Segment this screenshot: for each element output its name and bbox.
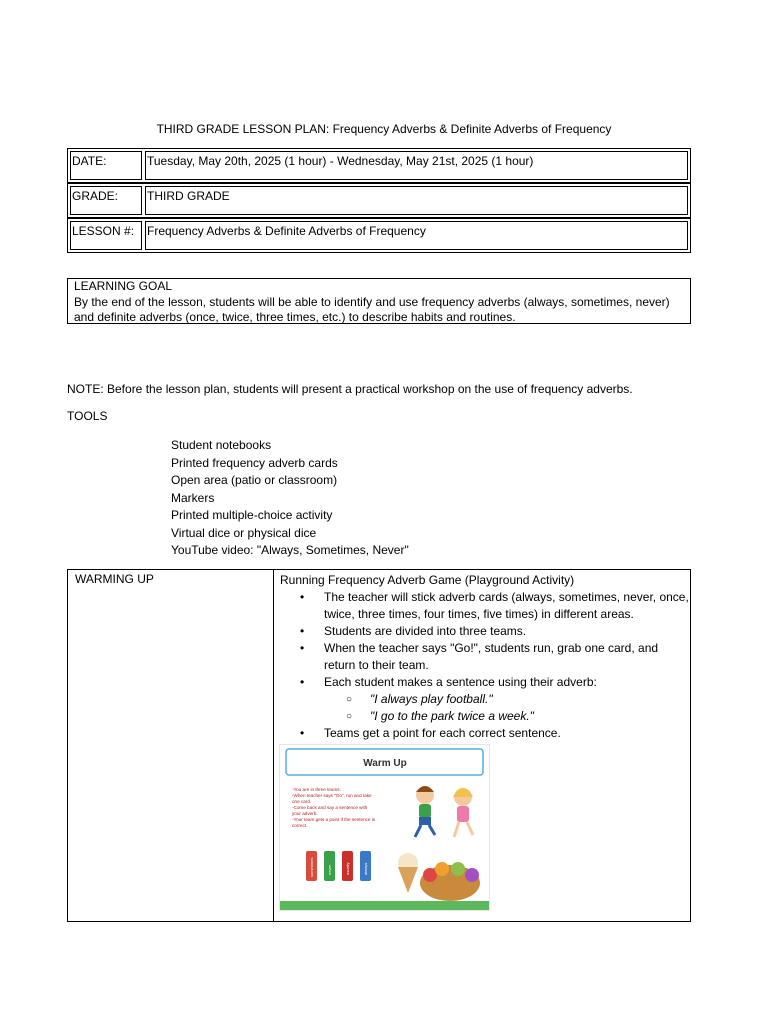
warming-up-content <box>280 572 690 742</box>
grade-row <box>67 183 691 218</box>
tool-item: Virtual dice or physical dice <box>171 525 317 540</box>
lesson-value: Frequency Adverbs & Definite Adverbs of Frequency <box>147 224 426 238</box>
lesson-row <box>67 218 691 253</box>
note-text: NOTE: Before the lesson plan, students will present a practical workshop on the use of frequency adverbs. <box>67 382 633 396</box>
activity-heading: Running Frequency Adverb Game (Playground Activity) <box>280 573 575 587</box>
adverb-card-label: usually <box>345 862 350 875</box>
slide-line: -You are in three teams. <box>292 787 341 792</box>
date-label: DATE: <box>72 154 107 168</box>
date-value: Tuesday, May 20th, 2025 (1 hour) - Wednesday, May 21st, 2025 (1 hour) <box>147 154 534 168</box>
list-item: • The teacher will stick adverb cards (always, sometimes, never, once, twice, three times, four times, five times) in different areas. <box>280 589 690 623</box>
date-row <box>67 148 691 183</box>
tool-item: Markers <box>171 490 215 505</box>
slide-line: one card. <box>292 799 312 804</box>
adverb-card-label: sometimes <box>309 857 314 877</box>
list-item: • Students are divided into three teams. <box>280 623 690 640</box>
tools-list <box>171 437 409 560</box>
example-sentence: ○ "I go to the park twice a week." <box>280 708 690 725</box>
learning-goal-heading: LEARNING GOAL <box>74 279 173 293</box>
grade-value: THIRD GRADE <box>147 189 230 203</box>
grass-strip <box>280 901 489 910</box>
tool-item: YouTube video: "Always, Sometimes, Never" <box>171 543 409 557</box>
slide-line: -Come back and say a sentence with <box>292 805 368 810</box>
slide-line: your adverb. <box>292 811 318 816</box>
example-sentence: ○ "I always play football." <box>280 691 690 708</box>
list-item: • When the teacher says "Go!", students run, grab one card, and return to their team. <box>280 640 690 674</box>
slide-illustration <box>280 745 489 910</box>
slide-title: Warm Up <box>363 758 407 769</box>
page-title: THIRD GRADE LESSON PLAN: Frequency Adverbs & Definite Adverbs of Frequency <box>156 122 612 136</box>
warm-up-slide-image <box>279 744 490 911</box>
tool-item: Student notebooks <box>171 438 272 452</box>
tool-item: Printed frequency adverb cards <box>171 455 338 470</box>
learning-goal-line-1: By the end of the lesson, students will be able to identify and use frequency adverbs (always, sometimes, never) <box>74 294 670 309</box>
lesson-label: LESSON #: <box>72 224 135 238</box>
tool-item: Printed multiple-choice activity <box>171 508 333 522</box>
info-table <box>67 148 691 253</box>
tools-heading: TOOLS <box>67 409 108 423</box>
slide-line: -When teacher says "Go", run and take <box>292 793 372 798</box>
learning-goal-line-2: and definite adverbs (once, twice, three times, etc.) to describe habits and routines. <box>74 310 516 324</box>
list-item: • Each student makes a sentence using their adverb: <box>280 674 690 691</box>
list-item: • Teams get a point for each correct sentence. <box>280 725 690 742</box>
slide-line: -Your team gets a point if the sentence is <box>292 817 376 822</box>
adverb-card-label: never <box>327 864 332 875</box>
grade-label: GRADE: <box>72 189 119 203</box>
warming-up-label: WARMING UP <box>75 572 154 586</box>
learning-goal-box <box>67 278 691 324</box>
tool-item: Open area (patio or classroom) <box>171 473 338 487</box>
slide-line: correct. <box>292 823 308 828</box>
adverb-card-label: always <box>363 862 368 875</box>
